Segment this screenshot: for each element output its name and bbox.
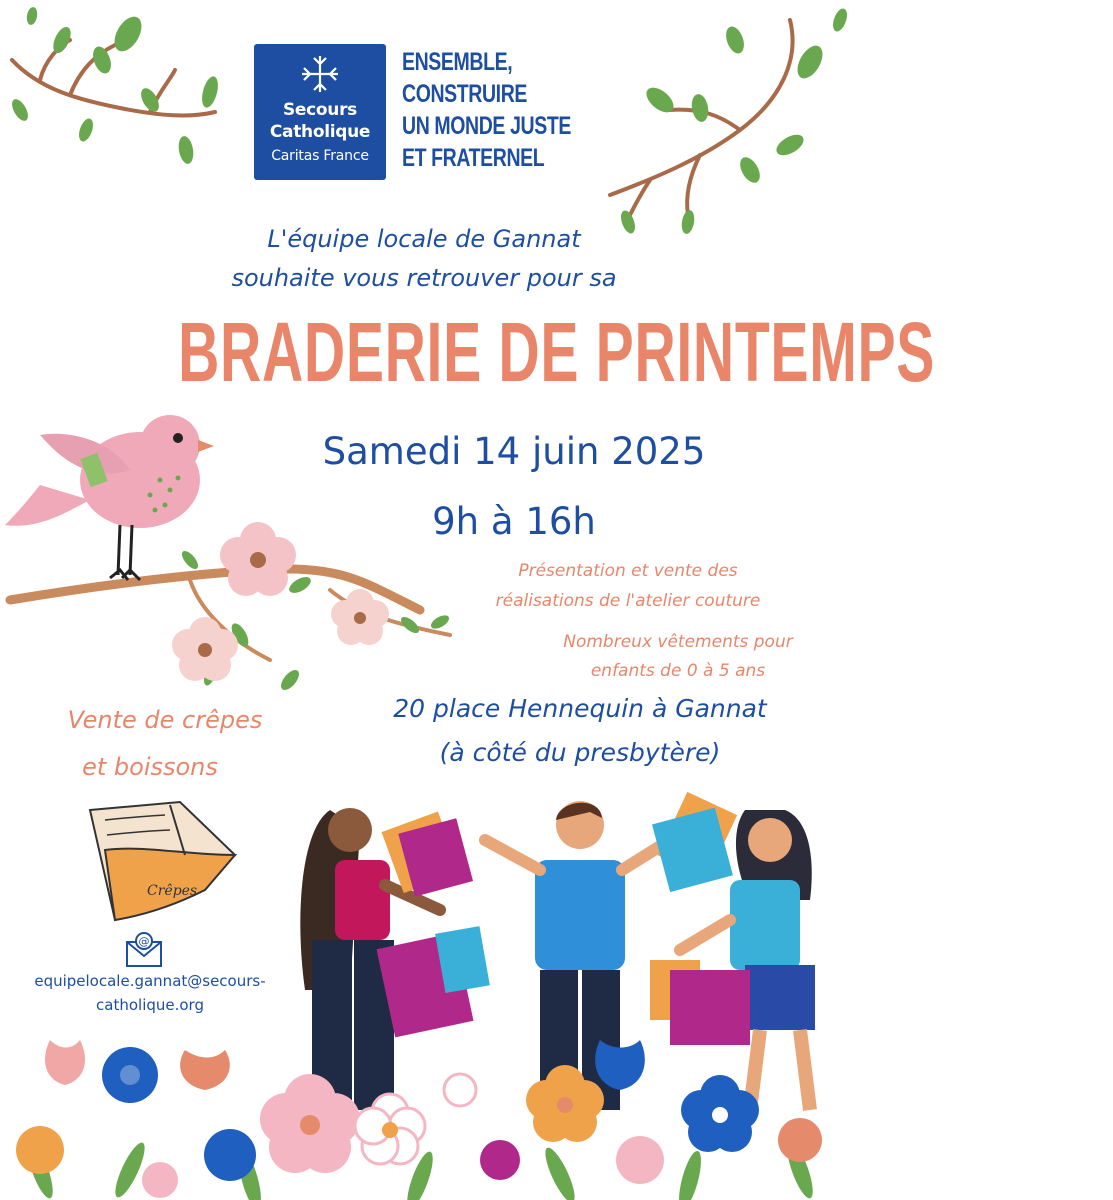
address-line-1: 20 place Hennequin à Gannat [393,694,767,723]
crepes-illustration [85,800,245,925]
mail-at-icon [125,932,163,968]
event-hours: 9h à 16h [432,500,596,543]
logo-text-catholique: Catholique [269,122,371,142]
branch-top-right-illustration [590,0,848,240]
email-line-2[interactable]: catholique.org [96,996,204,1014]
event-title [0,304,936,401]
food-line-2: et boissons [82,753,218,781]
logo-text-secours: Secours [282,100,358,120]
flower-garden-illustration [0,1030,848,1200]
intro-line-1: L'équipe locale de Gannat [267,225,581,253]
shopping-bags-left [377,812,490,1038]
svg-text:@: @ [138,935,150,948]
presentation-line-1: Présentation et vente des [518,561,738,581]
slogan-line: ENSEMBLE, [402,48,513,76]
slogan [402,46,571,174]
clothes-line-1: Nombreux vêtements pour [563,632,793,652]
intro-line-2: souhaite vous retrouver pour sa [231,264,617,292]
event-title-text: BRADERIE DE PRINTEMPS [178,305,936,399]
event-date: Samedi 14 juin 2025 [322,430,706,473]
slogan-line: UN MONDE JUSTE [402,112,571,140]
shopping-bags-right [652,792,737,892]
slogan-line: ET FRATERNEL [402,144,545,172]
email-line-1[interactable]: equipelocale.gannat@secours- [34,972,266,990]
logo-text-caritas: Caritas France [271,148,369,164]
secours-catholique-logo [254,44,386,180]
branch-top-left-illustration [0,0,240,180]
presentation-line-2: réalisations de l'atelier couture [495,591,761,611]
food-line-1: Vente de crêpes [67,706,263,734]
cross-icon [300,54,340,94]
address-line-2: (à côté du presbytère) [439,738,721,767]
clothes-line-2: enfants de 0 à 5 ans [590,661,766,681]
crepes-plate-label: Crêpes [147,883,198,899]
slogan-line: CONSTRUIRE [402,80,528,108]
